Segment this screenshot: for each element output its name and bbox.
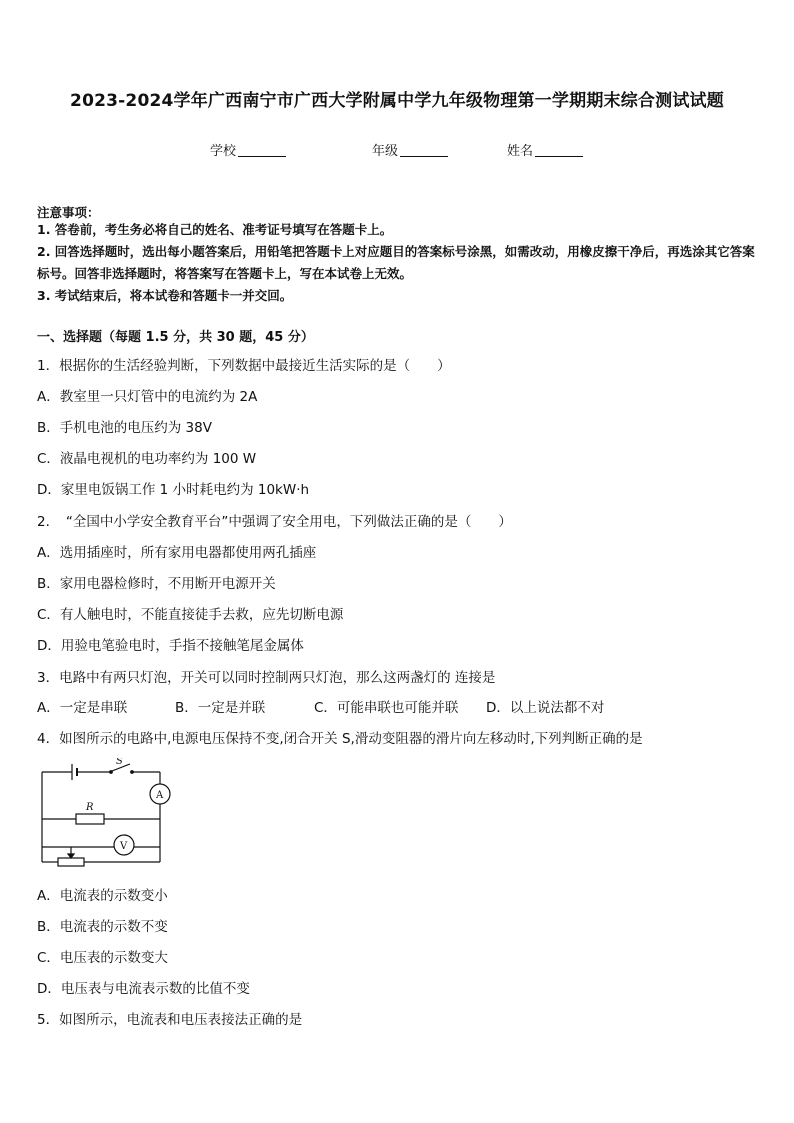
name-label: 姓名 bbox=[507, 144, 534, 159]
question-4-stem: 4．如图所示的电路中,电源电压保持不变,闭合开关 S,滑动变阻器的滑片向左移动时,下列判断正确的是 bbox=[37, 731, 643, 747]
question-2-stem: 2． “全国中小学安全教育平台”中强调了安全用电，下列做法正确的是（ ） bbox=[37, 514, 512, 530]
name-blank bbox=[535, 156, 583, 157]
question-1-option-b: B．手机电池的电压约为 38V bbox=[37, 420, 212, 436]
question-4-option-d: D．电压表与电流表示数的比值不变 bbox=[37, 981, 250, 997]
question-3-stem: 3．电路中有两只灯泡，开关可以同时控制两只灯泡，那么这两盏灯的 连接是 bbox=[37, 670, 496, 686]
resistor-r bbox=[76, 814, 104, 824]
question-3-option-a: A．一定是串联 bbox=[37, 700, 128, 716]
switch-label: S bbox=[116, 758, 123, 767]
question-2-option-d: D．用验电笔验电时，手指不接触笔尾金属体 bbox=[37, 638, 304, 654]
question-4-option-c: C．电压表的示数变大 bbox=[37, 950, 168, 966]
question-2-option-c: C．有人触电时，不能直接徒手去救，应先切断电源 bbox=[37, 607, 344, 623]
voltmeter-label: V bbox=[120, 841, 128, 852]
question-1-stem: 1．根据你的生活经验判断，下列数据中最接近生活实际的是（ ） bbox=[37, 358, 451, 374]
note-item-2: 2. 回答选择题时，选出每小题答案后，用铅笔把答题卡上对应题目的答案标号涂黑，如需改动，用橡皮擦干净后，再选涂其它答案标号。回答非选择题时，将答案写在答题卡上，写在本试卷上无效。 bbox=[37, 244, 755, 281]
grade-field bbox=[372, 140, 448, 159]
rheostat bbox=[58, 858, 84, 866]
question-1-option-a: A．教室里一只灯管中的电流约为 2A bbox=[37, 389, 258, 405]
resistor-label: R bbox=[86, 802, 94, 813]
question-4-option-a: A．电流表的示数变小 bbox=[37, 888, 168, 904]
question-2-option-b: B．家用电器检修时，不用断开电源开关 bbox=[37, 576, 276, 592]
question-4-option-b: B．电流表的示数不变 bbox=[37, 919, 168, 935]
school-blank bbox=[238, 156, 286, 157]
school-field bbox=[210, 140, 286, 159]
section-heading: 一、选择题（每题 1.5 分，共 30 题，45 分） bbox=[37, 330, 314, 345]
question-3-option-d: D．以上说法都不对 bbox=[486, 700, 605, 716]
question-3-option-b: B．一定是并联 bbox=[175, 700, 266, 716]
school-label: 学校 bbox=[210, 144, 237, 159]
page-title: 2023-2024学年广西南宁市广西大学附属中学九年级物理第一学期期末综合测试试题 bbox=[70, 91, 724, 111]
question-5-stem: 5．如图所示，电流表和电压表接法正确的是 bbox=[37, 1012, 303, 1028]
question-3-option-c: C．可能串联也可能并联 bbox=[314, 700, 459, 716]
grade-label: 年级 bbox=[372, 144, 399, 159]
question-1-option-d: D．家里电饭锅工作 1 小时耗电约为 10kW·h bbox=[37, 482, 310, 498]
question-1-option-c: C．液晶电视机的电功率约为 100 W bbox=[37, 451, 257, 467]
ammeter-label: A bbox=[156, 790, 164, 801]
grade-blank bbox=[400, 156, 448, 157]
note-item-3: 3. 考试结束后，将本试卷和答题卡一并交回。 bbox=[37, 288, 293, 303]
circuit-diagram bbox=[36, 758, 176, 870]
question-2-option-a: A．选用插座时，所有家用电器都使用两孔插座 bbox=[37, 545, 317, 561]
notes-heading: 注意事项： bbox=[37, 205, 100, 220]
note-item-1: 1. 答卷前，考生务必将自己的姓名、准考证号填写在答题卡上。 bbox=[37, 222, 393, 237]
name-field bbox=[507, 140, 583, 159]
